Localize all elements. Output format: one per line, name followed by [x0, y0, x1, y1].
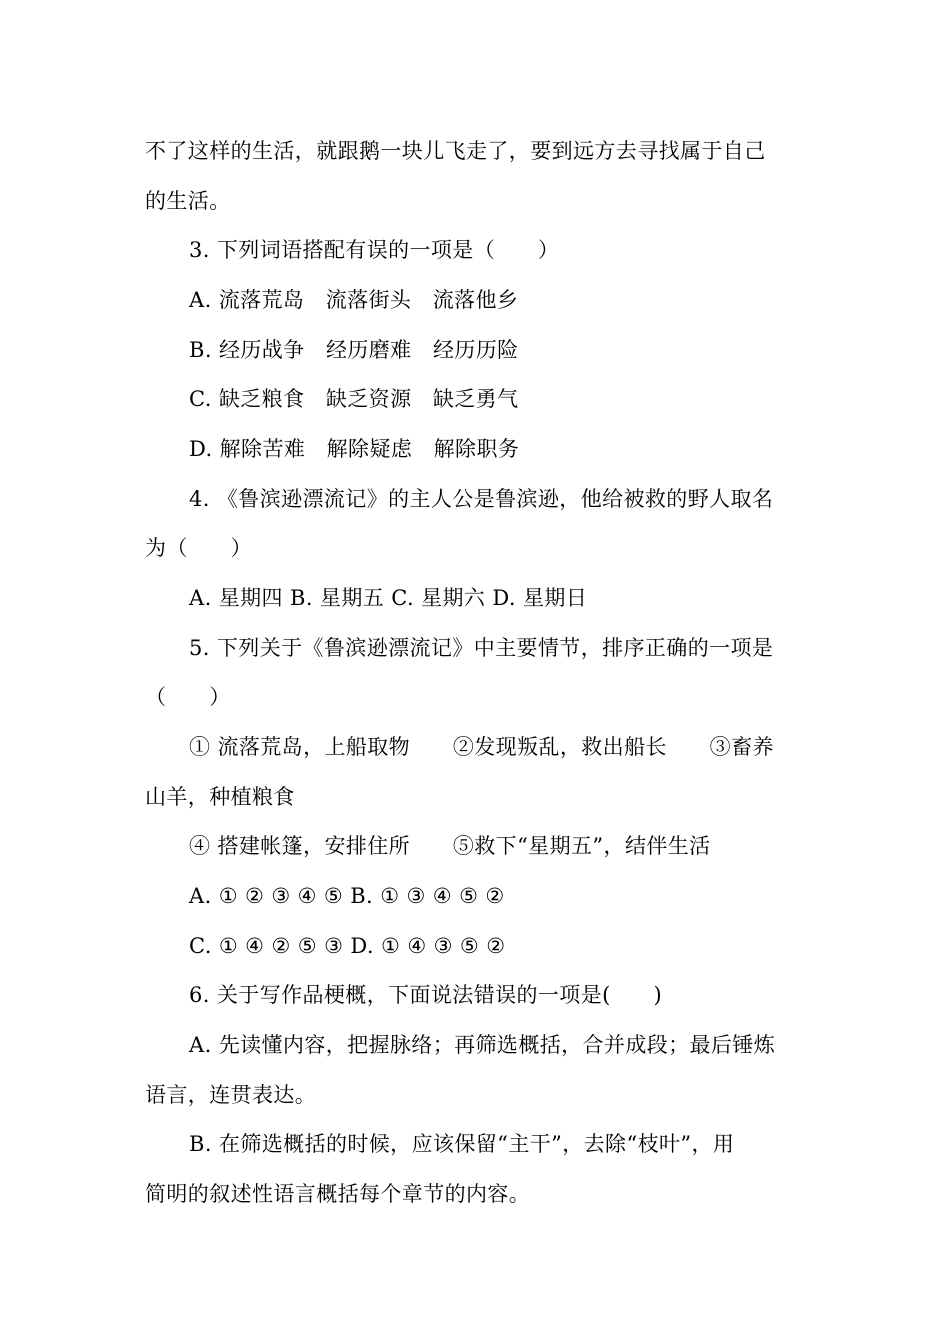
options-line: C. ① ④ ② ⑤ ③ D. ① ④ ③ ⑤ ② — [189, 934, 506, 958]
text-line: 不了这样的生活，就跟鹅一块儿飞走了，要到远方去寻找属于自己 — [145, 139, 766, 163]
text-line: 简明的叙述性语言概括每个章节的内容。 — [145, 1182, 531, 1206]
text-line: 语言，连贯表达。 — [145, 1083, 317, 1107]
plot-items-line: ④ 搭建帐篷，安排住所 ⑤救下“星期五”，结伴生活 — [189, 834, 711, 858]
question-3: 3. 下列词语搭配有误的一项是（ ） — [189, 238, 560, 262]
option-a: A. 流落荒岛 流落街头 流落他乡 — [189, 288, 519, 312]
text-line: 的生活。 — [145, 189, 231, 213]
option-c: C. 缺乏粮食 缺乏资源 缺乏勇气 — [189, 387, 519, 411]
option-d: D. 解除苦难 解除疑虑 解除职务 — [189, 437, 520, 461]
text-line: 山羊，种植粮食 — [145, 785, 295, 809]
options-line: A. ① ② ③ ④ ⑤ B. ① ③ ④ ⑤ ② — [189, 884, 505, 908]
option-a: A. 先读懂内容，把握脉络；再筛选概括，合并成段；最后锤炼 — [189, 1033, 776, 1057]
text-line: 为（ ） — [145, 536, 252, 560]
question-4: 4. 《鲁滨逊漂流记》的主人公是鲁滨逊，他给被救的野人取名 — [189, 487, 774, 511]
options-line: A. 星期四 B. 星期五 C. 星期六 D. 星期日 — [189, 586, 588, 610]
option-b: B. 在筛选概括的时候，应该保留“主干”，去除“枝叶”，用 — [189, 1132, 735, 1156]
plot-items-line: ① 流落荒岛，上船取物 ②发现叛乱，救出船长 ③畜养 — [189, 735, 774, 759]
option-b: B. 经历战争 经历磨难 经历历险 — [189, 338, 519, 362]
question-6: 6. 关于写作品梗概，下面说法错误的一项是( ) — [189, 983, 663, 1007]
question-5: 5. 下列关于《鲁滨逊漂流记》中主要情节，排序正确的一项是 — [189, 636, 774, 660]
text-line: （ ） — [145, 685, 231, 709]
